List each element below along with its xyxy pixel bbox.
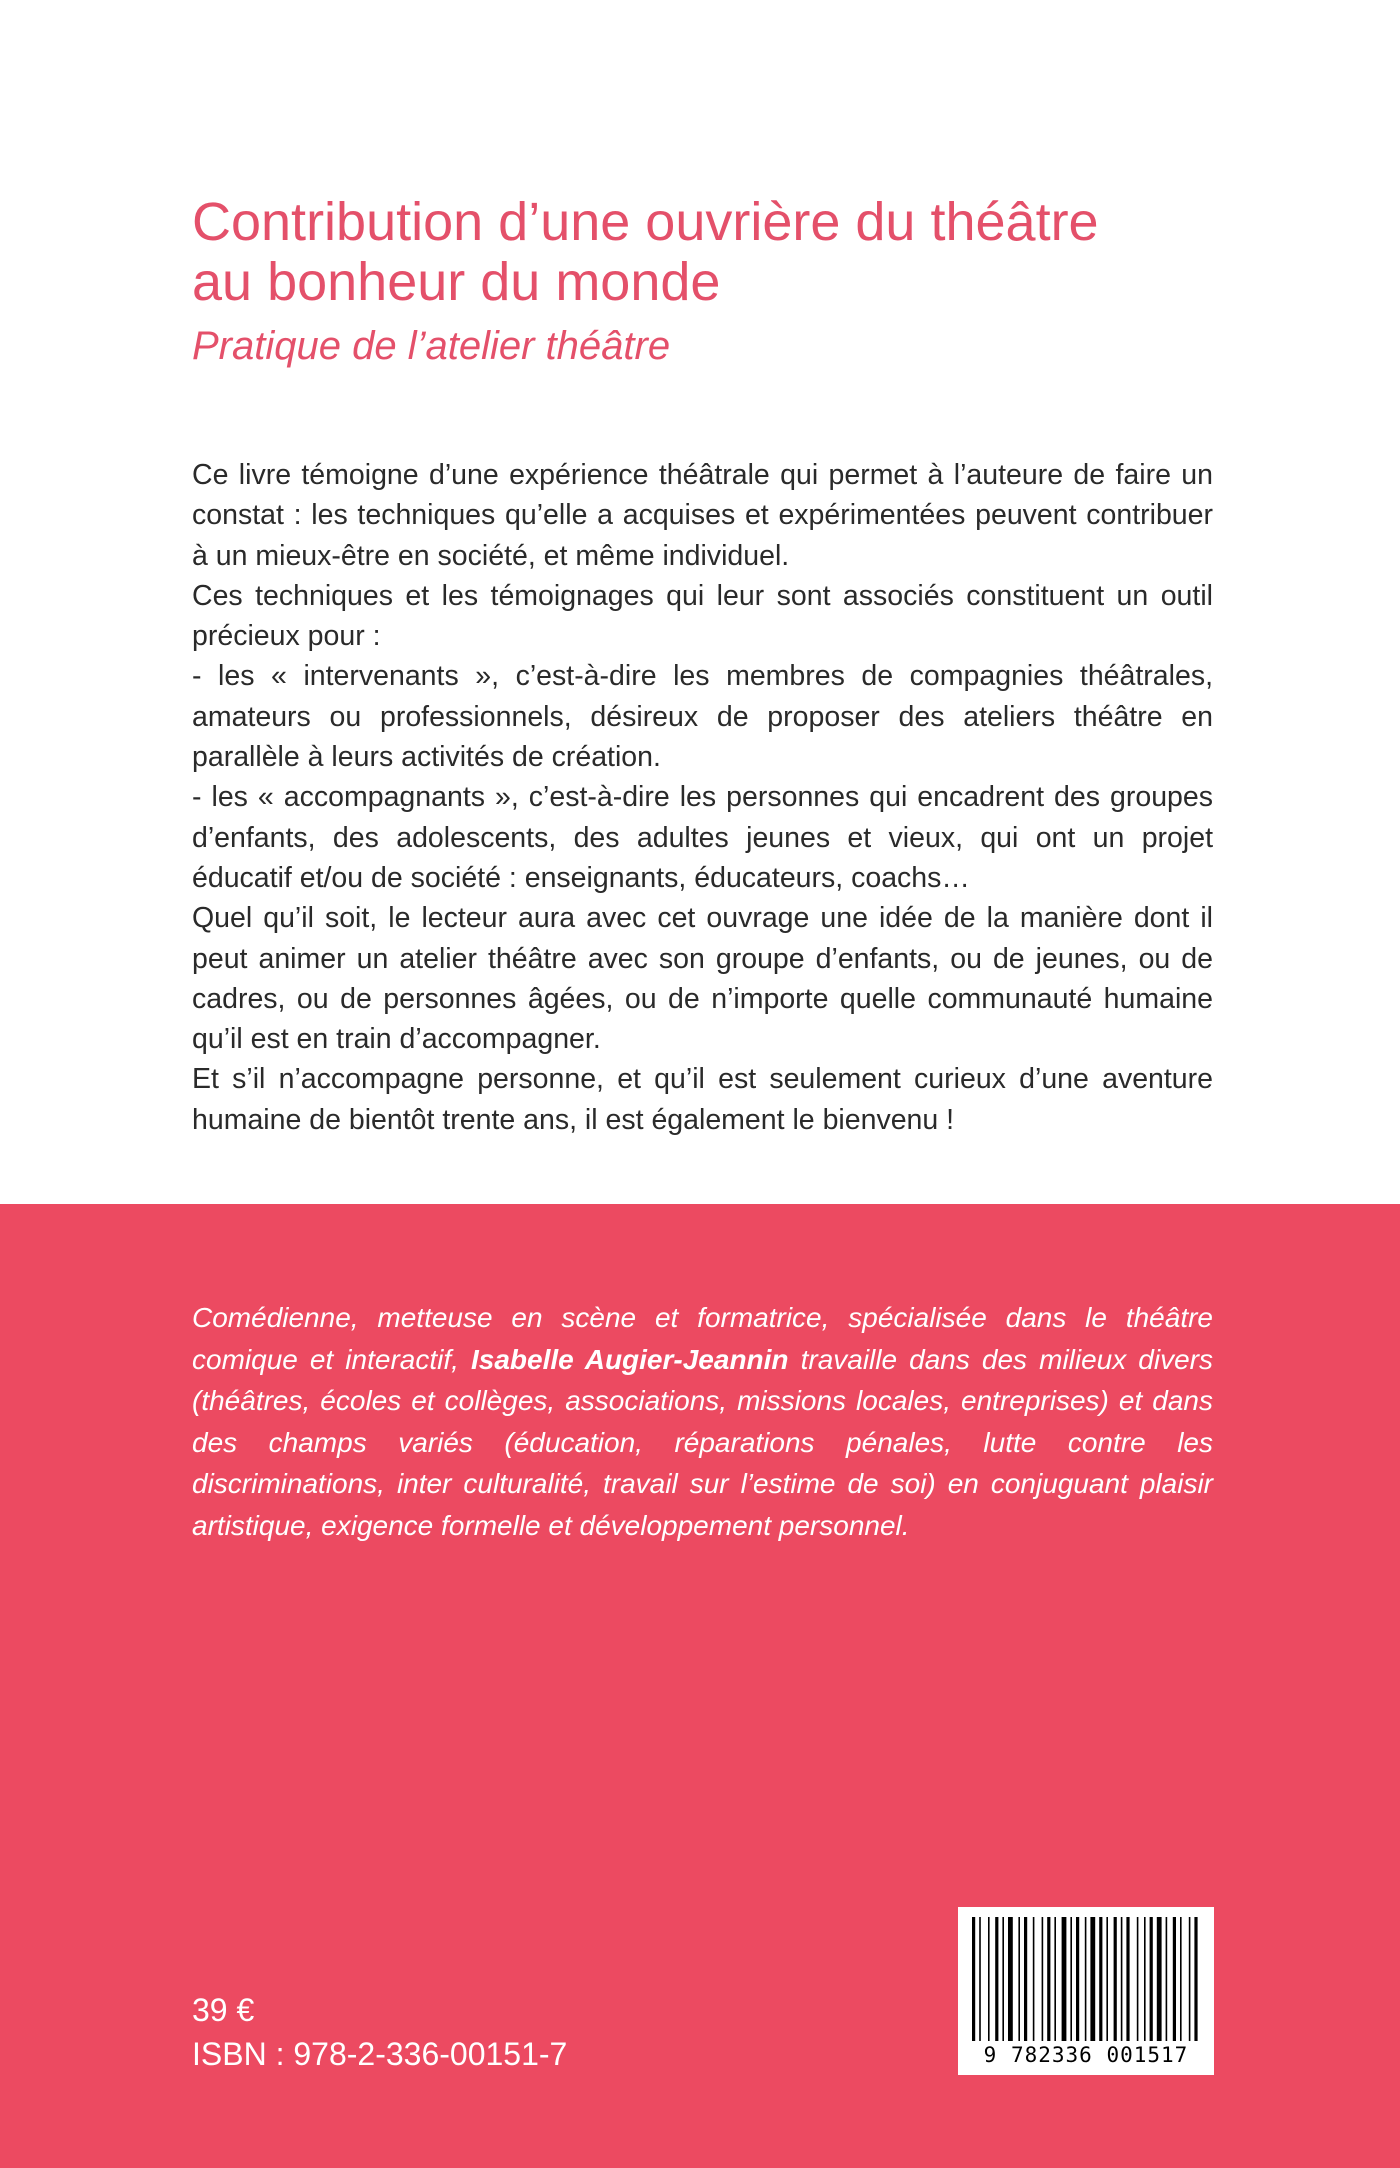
barcode-bar [979,1917,981,2041]
barcode-bar [1150,1917,1153,2041]
barcode-bar [1114,1917,1117,2041]
description-paragraph-6: Et s’il n’accompagne personne, et qu’il est seulement curieux d’une aventure humaine de bientôt trente ans, il est également le bienvenu ! [192,1063,1213,1136]
barcode-bar [1180,1917,1182,2041]
barcode-bar [1126,1917,1129,2041]
author-bio [192,1297,1213,1546]
barcode-bar [1076,1917,1079,2041]
barcode-bar [1070,1917,1072,2041]
barcode-bar [1157,1917,1162,2041]
barcode-bar [1106,1917,1108,2041]
description-paragraph-2: Ces techniques et les témoignages qui leur sont associés constituent un outil précieux pour : [192,579,1213,653]
isbn-barcode [958,1907,1214,2075]
description-paragraph-4: - les « accompagnants », c’est-à-dire les personnes qui encadrent des groupes d’enfants, des adolescents, des adultes jeunes et vieux, qui ont un projet éducatif et/ou de société : enseignants, éducateurs, coachs… [192,781,1213,894]
barcode-bar [1137,1917,1139,2041]
author-name: Isabelle Augier-Jeannin [470,1343,789,1375]
barcode-bar [1054,1917,1056,2041]
barcode-bar [1062,1917,1067,2041]
barcode-bar [1085,1917,1087,2041]
barcode-digits: 9 782336 001517 [983,2043,1189,2067]
author-bio-intro: Comédienne, metteuse en scène et formatrice, spécialisée dans le théâtre comique et interactif, [192,1302,1213,1375]
barcode-bar [1024,1917,1027,2041]
description-paragraph-5: Quel qu’il soit, le lecteur aura avec cet ouvrage une idée de la manière dont il peut animer un atelier théâtre avec son groupe d’enfants, ou de jeunes, ou de cadres, ou de personnes âgées, ou de n’importe quelle communauté humaine qu’il est en train d’accompagner. [192,902,1213,1056]
book-title-line-2: au bonheur du monde [192,252,721,312]
price-label: 39 € [192,1992,255,2028]
author-bio-rest: travaille dans des milieux divers (théâtres, écoles et collèges, associations, missions locales, entreprises) et dans des champs variés (éducation, réparations pénales, lutte contre les discriminations, inter culturalité, travail sur l’estime de soi) en conjuguant plaisir artistique, exigence formelle et développement personnel. [192,1343,1213,1541]
barcode-bar [1144,1917,1146,2041]
barcode-bar [1047,1917,1050,2041]
barcode-bar [1099,1917,1102,2041]
book-subtitle: Pratique de l’atelier théâtre [192,324,671,368]
barcode-bar [995,1917,998,2041]
barcode-bar [1189,1917,1191,2041]
description [192,455,1213,1140]
barcode-bar [1166,1917,1168,2041]
barcode-bar [1033,1917,1035,2041]
isbn-label: ISBN : 978-2-336-00151-7 [192,2036,568,2072]
barcode-bar [1194,1917,1197,2041]
barcode-bar [1018,1917,1020,2041]
barcode-bar [1090,1917,1095,2041]
book-title-line-1: Contribution d’une ouvrière du théâtre [192,192,1099,252]
barcode-bar [972,1917,975,2041]
barcode-bar [1008,1917,1013,2041]
barcode-bar [988,1917,990,2041]
barcode-bar [1121,1917,1123,2041]
description-paragraph-3: - les « intervenants », c’est-à-dire les membres de compagnies théâtrales, amateurs ou professionnels, désireux de proposer des ateliers théâtre en parallèle à leurs activités de création. [192,660,1213,774]
barcode-bar [1173,1917,1176,2041]
barcode-bar [1042,1917,1044,2041]
book-title [192,192,1292,312]
barcode-bar [1002,1917,1004,2041]
description-paragraph-1: Ce livre témoigne d’une expérience théâtrale qui permet à l’auteure de faire un constat : les techniques qu’elle a acquises et expérimentées peuvent contribuer à un mieux-être en société, et même individuel. [192,459,1213,572]
